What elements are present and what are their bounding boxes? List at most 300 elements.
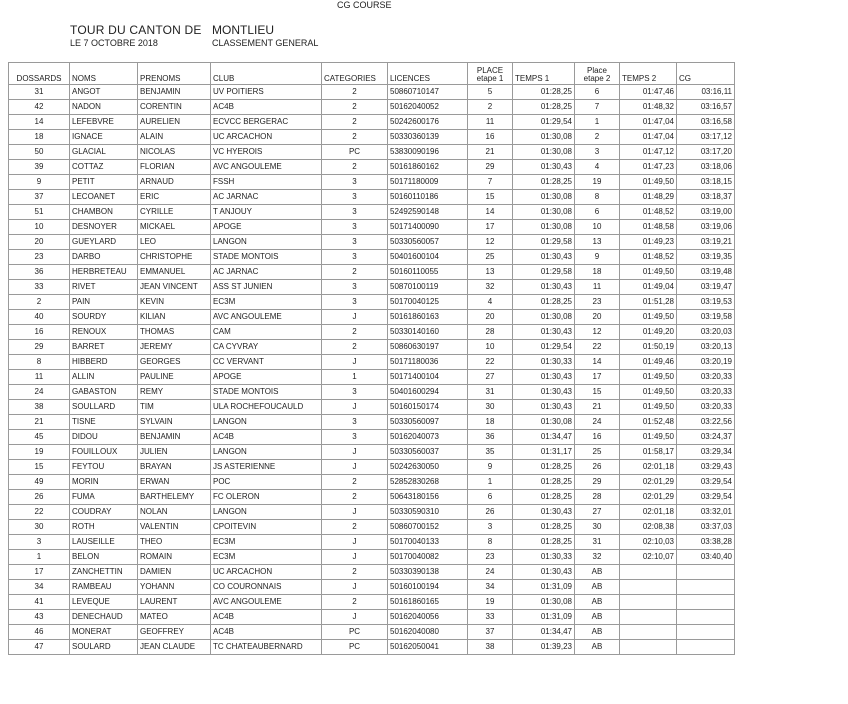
cell-prenom: FLORIAN <box>138 160 211 175</box>
cell-categorie: PC <box>322 625 388 640</box>
col-header-place-etape-2: Place etape 2 <box>575 63 620 85</box>
cell-place-etape-2: 27 <box>575 505 620 520</box>
table-row <box>9 385 735 400</box>
cell-club: POC <box>211 475 322 490</box>
cell-nom: COUDRAY <box>70 505 138 520</box>
table-row <box>9 475 735 490</box>
table-row <box>9 460 735 475</box>
cell-cg: 03:19,53 <box>677 295 735 310</box>
table-row <box>9 625 735 640</box>
cell-nom: PAIN <box>70 295 138 310</box>
results-table <box>8 62 735 655</box>
cell-temps-2: 01:49,50 <box>620 310 677 325</box>
cell-cg: 03:24,37 <box>677 430 735 445</box>
cell-temps-2: 02:01,29 <box>620 475 677 490</box>
cell-nom: IGNACE <box>70 130 138 145</box>
cell-temps-1: 01:30,08 <box>513 310 575 325</box>
cell-categorie: 3 <box>322 385 388 400</box>
cell-club: APOGE <box>211 220 322 235</box>
cell-cg: 03:16,58 <box>677 115 735 130</box>
cell-licence: 52852830268 <box>388 475 468 490</box>
cell-place-etape-1: 3 <box>468 520 513 535</box>
cell-cg: 03:20,13 <box>677 340 735 355</box>
cell-place-etape-2: 32 <box>575 550 620 565</box>
cell-licence: 50161860163 <box>388 310 468 325</box>
cell-temps-2: 01:51,28 <box>620 295 677 310</box>
cell-licence: 50171180036 <box>388 355 468 370</box>
cell-place-etape-1: 14 <box>468 205 513 220</box>
cell-cg <box>677 580 735 595</box>
cell-temps-2: 01:49,50 <box>620 370 677 385</box>
cell-place-etape-2: 12 <box>575 325 620 340</box>
cell-cg: 03:32,01 <box>677 505 735 520</box>
cell-club: LANGON <box>211 505 322 520</box>
cell-categorie: J <box>322 535 388 550</box>
cell-temps-2: 01:48,32 <box>620 100 677 115</box>
cell-licence: 50330560057 <box>388 235 468 250</box>
cell-temps-1: 01:31,09 <box>513 610 575 625</box>
cell-licence: 50162040052 <box>388 100 468 115</box>
cell-cg: 03:37,03 <box>677 520 735 535</box>
cell-prenom: VALENTIN <box>138 520 211 535</box>
cell-prenom: MICKAEL <box>138 220 211 235</box>
cell-cg: 03:19,47 <box>677 280 735 295</box>
cell-place-etape-1: 25 <box>468 250 513 265</box>
cell-prenom: CYRILLE <box>138 205 211 220</box>
cell-nom: SOURDY <box>70 310 138 325</box>
cell-licence: 50330590310 <box>388 505 468 520</box>
cell-categorie: 3 <box>322 235 388 250</box>
cell-cg <box>677 640 735 655</box>
cell-cg: 03:19,06 <box>677 220 735 235</box>
cell-place-etape-2: 19 <box>575 175 620 190</box>
table-row <box>9 640 735 655</box>
cell-nom: FOUILLOUX <box>70 445 138 460</box>
cell-place-etape-2: AB <box>575 580 620 595</box>
cell-cg: 03:17,20 <box>677 145 735 160</box>
cell-licence: 50330140160 <box>388 325 468 340</box>
cell-temps-2: 01:50,19 <box>620 340 677 355</box>
cell-temps-2: 01:47,46 <box>620 85 677 100</box>
cell-dossard: 46 <box>9 625 70 640</box>
cell-categorie: J <box>322 355 388 370</box>
cell-place-etape-2: 14 <box>575 355 620 370</box>
cell-club: AC JARNAC <box>211 265 322 280</box>
cell-temps-2: 02:10,03 <box>620 535 677 550</box>
cell-place-etape-2: 23 <box>575 295 620 310</box>
cell-temps-2: 01:49,20 <box>620 325 677 340</box>
cell-club: CC VERVANT <box>211 355 322 370</box>
cell-place-etape-1: 13 <box>468 265 513 280</box>
cell-categorie: 2 <box>322 85 388 100</box>
cell-dossard: 49 <box>9 475 70 490</box>
cell-place-etape-1: 9 <box>468 460 513 475</box>
cell-place-etape-2: 11 <box>575 280 620 295</box>
cell-nom: RENOUX <box>70 325 138 340</box>
cell-temps-2: 01:49,50 <box>620 430 677 445</box>
cell-club: AC4B <box>211 100 322 115</box>
cell-licence: 50330560037 <box>388 445 468 460</box>
cell-dossard: 1 <box>9 550 70 565</box>
cell-nom: COTTAZ <box>70 160 138 175</box>
table-row <box>9 130 735 145</box>
table-row <box>9 100 735 115</box>
cell-club: CA CYVRAY <box>211 340 322 355</box>
cell-dossard: 51 <box>9 205 70 220</box>
cell-place-etape-1: 18 <box>468 415 513 430</box>
cell-categorie: J <box>322 580 388 595</box>
cell-prenom: PAULINE <box>138 370 211 385</box>
cell-place-etape-1: 28 <box>468 325 513 340</box>
cell-place-etape-1: 24 <box>468 565 513 580</box>
cell-licence: 50161860162 <box>388 160 468 175</box>
cell-prenom: GEORGES <box>138 355 211 370</box>
cell-temps-2 <box>620 640 677 655</box>
cell-cg <box>677 625 735 640</box>
cell-temps-2: 01:49,50 <box>620 175 677 190</box>
cell-prenom: JEAN VINCENT <box>138 280 211 295</box>
cell-cg: 03:20,19 <box>677 355 735 370</box>
cell-licence: 50171400090 <box>388 220 468 235</box>
table-row <box>9 145 735 160</box>
cell-temps-1: 01:30,43 <box>513 160 575 175</box>
cell-cg: 03:17,12 <box>677 130 735 145</box>
cell-place-etape-2: 10 <box>575 220 620 235</box>
cell-dossard: 17 <box>9 565 70 580</box>
cell-temps-2: 01:48,58 <box>620 220 677 235</box>
cell-temps-1: 01:30,43 <box>513 385 575 400</box>
cell-temps-1: 01:30,33 <box>513 550 575 565</box>
cell-dossard: 50 <box>9 145 70 160</box>
cell-prenom: THOMAS <box>138 325 211 340</box>
cell-cg: 03:18,06 <box>677 160 735 175</box>
cell-club: TC CHATEAUBERNARD <box>211 640 322 655</box>
cell-nom: ALLIN <box>70 370 138 385</box>
cell-nom: SOULLARD <box>70 400 138 415</box>
table-row <box>9 175 735 190</box>
cell-temps-1: 01:29,54 <box>513 115 575 130</box>
cell-cg: 03:20,33 <box>677 385 735 400</box>
cell-categorie: 1 <box>322 370 388 385</box>
cell-dossard: 40 <box>9 310 70 325</box>
cell-place-etape-1: 32 <box>468 280 513 295</box>
table-header-row <box>9 63 735 85</box>
cell-nom: GABASTON <box>70 385 138 400</box>
cell-cg: 03:19,48 <box>677 265 735 280</box>
table-row <box>9 310 735 325</box>
cell-dossard: 30 <box>9 520 70 535</box>
cell-temps-2: 01:49,46 <box>620 355 677 370</box>
cell-prenom: BENJAMIN <box>138 85 211 100</box>
cell-place-etape-1: 37 <box>468 625 513 640</box>
cell-nom: SOULARD <box>70 640 138 655</box>
cell-cg: 03:29,54 <box>677 490 735 505</box>
table-row <box>9 595 735 610</box>
cell-dossard: 22 <box>9 505 70 520</box>
cell-club: ULA ROCHEFOUCAULD <box>211 400 322 415</box>
cell-temps-1: 01:28,25 <box>513 85 575 100</box>
table-row <box>9 250 735 265</box>
col-header-categories: CATEGORIES <box>322 63 388 85</box>
cell-temps-1: 01:29,58 <box>513 235 575 250</box>
cell-club: FC OLERON <box>211 490 322 505</box>
classification-title: CLASSEMENT GENERAL <box>212 38 319 48</box>
event-date: LE 7 OCTOBRE 2018 <box>70 38 158 48</box>
cell-place-etape-2: 6 <box>575 85 620 100</box>
cell-nom: DARBO <box>70 250 138 265</box>
cell-nom: BELON <box>70 550 138 565</box>
cell-place-etape-1: 23 <box>468 550 513 565</box>
cell-temps-2: 01:49,04 <box>620 280 677 295</box>
cell-categorie: J <box>322 550 388 565</box>
cell-categorie: 3 <box>322 205 388 220</box>
cell-nom: ROTH <box>70 520 138 535</box>
cell-cg: 03:18,15 <box>677 175 735 190</box>
cell-place-etape-1: 20 <box>468 310 513 325</box>
col-header-place-etape-1: PLACE etape 1 <box>468 63 513 85</box>
table-row <box>9 535 735 550</box>
table-row <box>9 115 735 130</box>
cell-cg: 03:20,33 <box>677 400 735 415</box>
cell-categorie: PC <box>322 145 388 160</box>
cell-cg: 03:29,34 <box>677 445 735 460</box>
cell-temps-1: 01:30,33 <box>513 355 575 370</box>
cell-prenom: CORENTIN <box>138 100 211 115</box>
cell-club: UC ARCACHON <box>211 565 322 580</box>
cell-categorie: 2 <box>322 520 388 535</box>
cell-club: EC3M <box>211 295 322 310</box>
cell-dossard: 43 <box>9 610 70 625</box>
table-row <box>9 430 735 445</box>
table-row <box>9 445 735 460</box>
cell-temps-1: 01:30,08 <box>513 205 575 220</box>
event-place: MONTLIEU <box>212 23 275 37</box>
cell-place-etape-2: 20 <box>575 310 620 325</box>
cell-club: EC3M <box>211 550 322 565</box>
cell-temps-1: 01:39,23 <box>513 640 575 655</box>
cell-temps-2: 01:47,23 <box>620 160 677 175</box>
cell-prenom: NOLAN <box>138 505 211 520</box>
cell-licence: 50162050041 <box>388 640 468 655</box>
col-header-dossards: DOSSARDS <box>9 63 70 85</box>
cell-temps-1: 01:28,25 <box>513 100 575 115</box>
cell-club: VC HYEROIS <box>211 145 322 160</box>
cell-club: AVC ANGOULEME <box>211 310 322 325</box>
cell-cg: 03:20,33 <box>677 370 735 385</box>
cell-temps-2: 02:01,18 <box>620 460 677 475</box>
cell-dossard: 47 <box>9 640 70 655</box>
cell-place-etape-2: 21 <box>575 400 620 415</box>
cell-prenom: THEO <box>138 535 211 550</box>
cell-dossard: 38 <box>9 400 70 415</box>
col-header-club: CLUB <box>211 63 322 85</box>
cell-temps-2: 01:49,23 <box>620 235 677 250</box>
cell-club: AVC ANGOULEME <box>211 160 322 175</box>
cell-place-etape-1: 30 <box>468 400 513 415</box>
cell-nom: NADON <box>70 100 138 115</box>
cell-licence: 50401600104 <box>388 250 468 265</box>
cell-club: UC ARCACHON <box>211 130 322 145</box>
cell-club: STADE MONTOIS <box>211 250 322 265</box>
cell-place-etape-1: 10 <box>468 340 513 355</box>
cell-place-etape-2: 3 <box>575 145 620 160</box>
cell-temps-1: 01:34,47 <box>513 625 575 640</box>
cell-place-etape-2: 29 <box>575 475 620 490</box>
cell-temps-1: 01:30,08 <box>513 595 575 610</box>
cell-temps-1: 01:30,43 <box>513 325 575 340</box>
cell-dossard: 20 <box>9 235 70 250</box>
cell-place-etape-2: 18 <box>575 265 620 280</box>
cell-licence: 50242630050 <box>388 460 468 475</box>
cell-nom: PETIT <box>70 175 138 190</box>
cell-prenom: JEAN CLAUDE <box>138 640 211 655</box>
cell-temps-2 <box>620 580 677 595</box>
table-row <box>9 400 735 415</box>
cell-prenom: MATEO <box>138 610 211 625</box>
table-row <box>9 370 735 385</box>
table-row <box>9 355 735 370</box>
cell-licence: 50171400104 <box>388 370 468 385</box>
cell-dossard: 19 <box>9 445 70 460</box>
cell-dossard: 11 <box>9 370 70 385</box>
cell-licence: 50160100194 <box>388 580 468 595</box>
cell-prenom: CHRISTOPHE <box>138 250 211 265</box>
cell-prenom: AURELIEN <box>138 115 211 130</box>
cell-prenom: ERWAN <box>138 475 211 490</box>
cell-temps-2: 01:47,04 <box>620 115 677 130</box>
cell-place-etape-2: 13 <box>575 235 620 250</box>
cell-nom: DENECHAUD <box>70 610 138 625</box>
cell-categorie: 2 <box>322 595 388 610</box>
cell-cg: 03:38,28 <box>677 535 735 550</box>
cell-categorie: 3 <box>322 415 388 430</box>
cell-categorie: PC <box>322 640 388 655</box>
cell-categorie: J <box>322 310 388 325</box>
cell-temps-2 <box>620 610 677 625</box>
cell-nom: DESNOYER <box>70 220 138 235</box>
cell-dossard: 8 <box>9 355 70 370</box>
cell-licence: 50160110186 <box>388 190 468 205</box>
cell-categorie: J <box>322 445 388 460</box>
cell-place-etape-2: 15 <box>575 385 620 400</box>
cell-prenom: LAURENT <box>138 595 211 610</box>
cell-temps-1: 01:30,43 <box>513 250 575 265</box>
cell-place-etape-1: 17 <box>468 220 513 235</box>
cell-licence: 50162040056 <box>388 610 468 625</box>
cell-place-etape-1: 16 <box>468 130 513 145</box>
cell-place-etape-1: 1 <box>468 475 513 490</box>
cell-cg <box>677 565 735 580</box>
cell-temps-2: 01:49,50 <box>620 385 677 400</box>
cell-temps-1: 01:30,43 <box>513 370 575 385</box>
cell-temps-2: 01:58,17 <box>620 445 677 460</box>
cell-place-etape-2: 9 <box>575 250 620 265</box>
cell-place-etape-1: 35 <box>468 445 513 460</box>
cell-temps-1: 01:30,08 <box>513 415 575 430</box>
cell-nom: LEVEQUE <box>70 595 138 610</box>
cell-licence: 50401600294 <box>388 385 468 400</box>
cell-temps-2 <box>620 565 677 580</box>
cell-licence: 50860630197 <box>388 340 468 355</box>
cell-club: AC4B <box>211 610 322 625</box>
table-row <box>9 265 735 280</box>
cell-place-etape-2: 17 <box>575 370 620 385</box>
document-top-label: CG COURSE <box>337 0 392 10</box>
cell-place-etape-2: 26 <box>575 460 620 475</box>
cell-club: LANGON <box>211 415 322 430</box>
cell-prenom: BRAYAN <box>138 460 211 475</box>
cell-licence: 50330390138 <box>388 565 468 580</box>
cell-temps-1: 01:34,47 <box>513 430 575 445</box>
cell-club: AC4B <box>211 625 322 640</box>
cell-dossard: 18 <box>9 130 70 145</box>
cell-nom: DIDOU <box>70 430 138 445</box>
cell-dossard: 3 <box>9 535 70 550</box>
cell-club: T ANJOUY <box>211 205 322 220</box>
cell-cg: 03:16,11 <box>677 85 735 100</box>
cell-licence: 50242600176 <box>388 115 468 130</box>
cell-club: AVC ANGOULEME <box>211 595 322 610</box>
cell-cg: 03:19,21 <box>677 235 735 250</box>
cell-place-etape-2: AB <box>575 565 620 580</box>
cell-nom: MORIN <box>70 475 138 490</box>
cell-place-etape-1: 8 <box>468 535 513 550</box>
cell-temps-1: 01:30,08 <box>513 130 575 145</box>
cell-place-etape-1: 21 <box>468 145 513 160</box>
cell-dossard: 14 <box>9 115 70 130</box>
cell-dossard: 33 <box>9 280 70 295</box>
cell-place-etape-2: 2 <box>575 130 620 145</box>
cell-place-etape-1: 12 <box>468 235 513 250</box>
cell-categorie: 3 <box>322 220 388 235</box>
cell-licence: 50171180009 <box>388 175 468 190</box>
cell-place-etape-1: 33 <box>468 610 513 625</box>
cell-temps-2: 01:49,50 <box>620 400 677 415</box>
cell-nom: GUEYLARD <box>70 235 138 250</box>
cell-cg: 03:40,40 <box>677 550 735 565</box>
table-row <box>9 505 735 520</box>
cell-place-etape-1: 19 <box>468 595 513 610</box>
cell-club: ASS ST JUNIEN <box>211 280 322 295</box>
cell-nom: GLACIAL <box>70 145 138 160</box>
cell-temps-2: 01:48,29 <box>620 190 677 205</box>
cell-place-etape-2: 28 <box>575 490 620 505</box>
cell-categorie: 3 <box>322 190 388 205</box>
table-row <box>9 190 735 205</box>
cell-place-etape-1: 6 <box>468 490 513 505</box>
cell-dossard: 41 <box>9 595 70 610</box>
cell-dossard: 16 <box>9 325 70 340</box>
cell-prenom: JEREMY <box>138 340 211 355</box>
cell-licence: 50170040082 <box>388 550 468 565</box>
cell-club: AC4B <box>211 430 322 445</box>
cell-place-etape-1: 22 <box>468 355 513 370</box>
cell-prenom: ARNAUD <box>138 175 211 190</box>
cell-dossard: 34 <box>9 580 70 595</box>
cell-temps-1: 01:28,25 <box>513 520 575 535</box>
cell-temps-2: 01:52,48 <box>620 415 677 430</box>
cell-place-etape-2: 16 <box>575 430 620 445</box>
cell-dossard: 26 <box>9 490 70 505</box>
cell-dossard: 10 <box>9 220 70 235</box>
cell-place-etape-1: 4 <box>468 295 513 310</box>
cell-prenom: ALAIN <box>138 130 211 145</box>
cell-prenom: EMMANUEL <box>138 265 211 280</box>
cell-club: EC3M <box>211 535 322 550</box>
cell-nom: FEYTOU <box>70 460 138 475</box>
cell-categorie: 2 <box>322 565 388 580</box>
cell-place-etape-1: 27 <box>468 370 513 385</box>
